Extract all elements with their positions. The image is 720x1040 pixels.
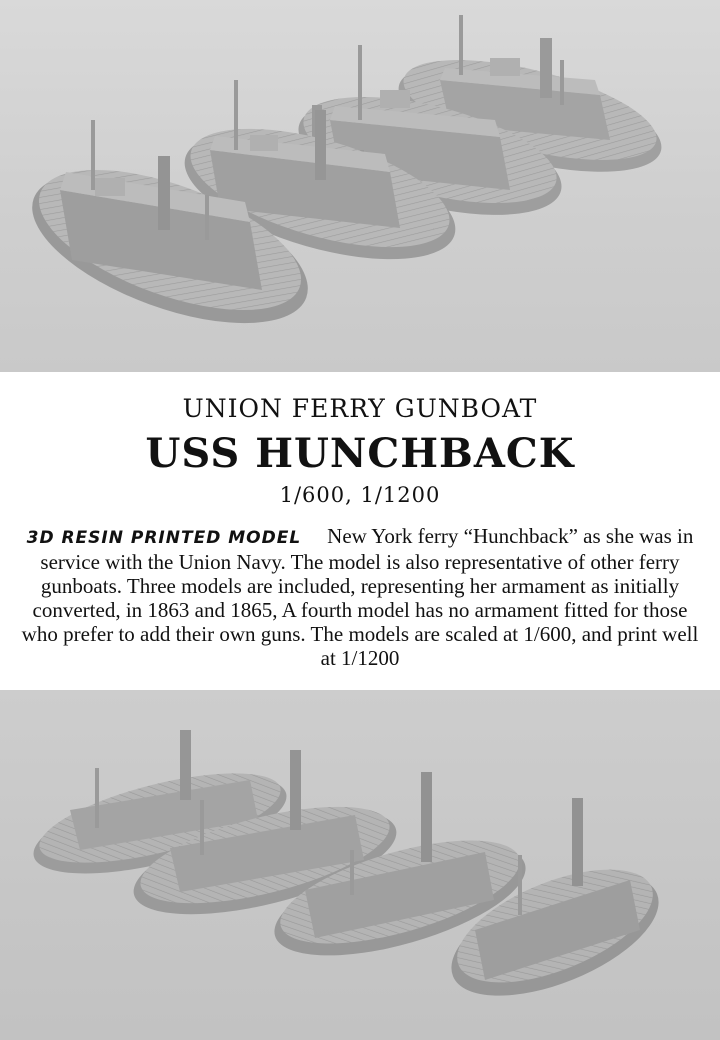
description	[14, 524, 706, 670]
product-description-panel	[0, 372, 720, 690]
gunboat-models-illustration-bottom	[0, 690, 720, 1040]
subtitle: UNION FERRY GUNBOAT	[182, 394, 538, 423]
model-type-tag: 3D RESIN PRINTED MODEL	[26, 528, 302, 548]
page-title: USS HUNCHBACK	[145, 430, 575, 477]
top-model-render	[0, 0, 720, 372]
bottom-model-render	[0, 690, 720, 1040]
scale-info: 1/600, 1/1200	[279, 483, 441, 507]
gunboat-models-illustration-top	[0, 0, 720, 372]
description-text: New York ferry “Hunchback” as she was in service with the Union Navy. The model is also representative of other ferry gunboats. Three models are included, representing her armament as initially converted, in 1863 and 1865, A fourth model has no armament fitted for those who prefer to add their own guns. The models are scaled at 1/600, and print well at 1/1200	[21, 524, 699, 670]
